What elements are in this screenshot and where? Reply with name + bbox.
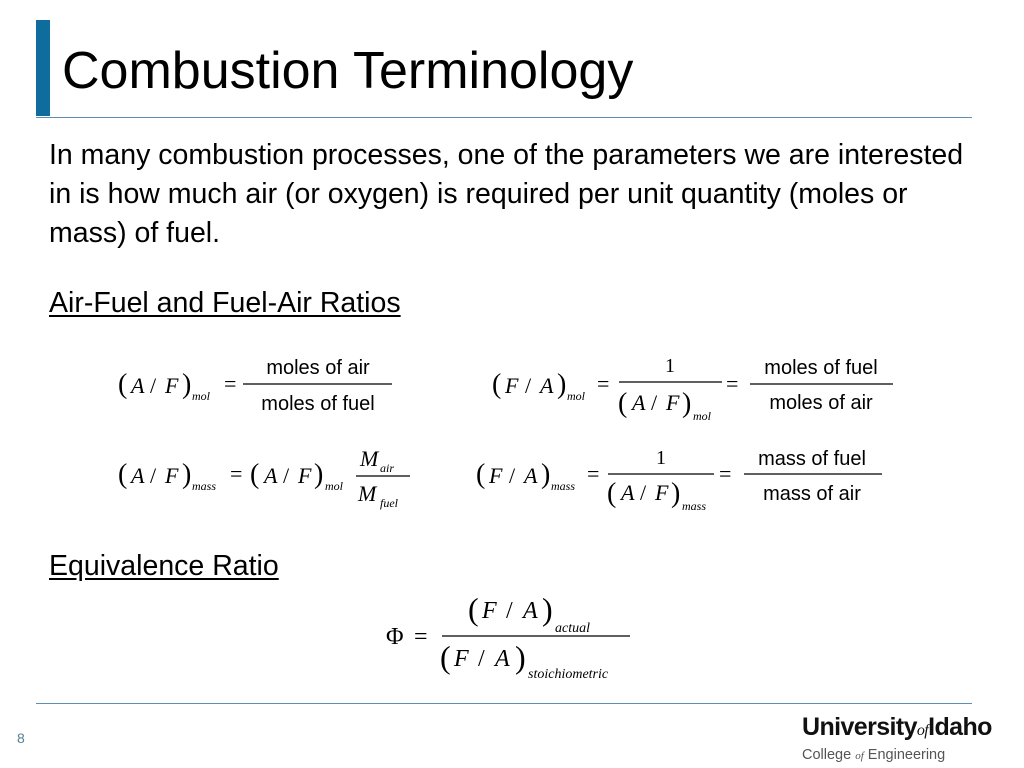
svg-text:/: / xyxy=(478,646,485,672)
svg-text:mass: mass xyxy=(192,479,217,493)
svg-text:moles of air: moles of air xyxy=(266,357,370,379)
svg-text:): ) xyxy=(182,459,192,490)
svg-text:M: M xyxy=(360,446,379,471)
svg-text:(: ( xyxy=(618,388,628,419)
svg-text:F: F xyxy=(655,480,669,505)
equation-fa-mol xyxy=(490,350,900,430)
svg-text:A: A xyxy=(524,463,538,488)
svg-text:): ) xyxy=(557,369,567,400)
svg-text:): ) xyxy=(314,459,324,490)
svg-text:A: A xyxy=(495,646,510,672)
svg-text:): ) xyxy=(542,591,553,627)
svg-text:A: A xyxy=(131,373,145,398)
svg-text:(: ( xyxy=(250,459,260,490)
slide-title: Combustion Terminology xyxy=(62,42,634,100)
svg-text:/: / xyxy=(150,463,157,488)
equivalence-heading: Equivalence Ratio xyxy=(49,550,279,582)
svg-text:=: = xyxy=(414,624,428,650)
svg-text:A: A xyxy=(540,373,554,398)
svg-text:A: A xyxy=(632,390,646,415)
svg-text:mol: mol xyxy=(567,389,585,403)
svg-text:F: F xyxy=(165,463,179,488)
svg-text:/: / xyxy=(640,480,647,505)
svg-text:F: F xyxy=(482,598,497,624)
svg-text:mass: mass xyxy=(551,479,576,493)
svg-text:F: F xyxy=(666,390,680,415)
svg-text:A: A xyxy=(131,463,145,488)
title-rule xyxy=(36,117,972,118)
svg-text:/: / xyxy=(283,463,290,488)
page-number: 8 xyxy=(17,730,25,746)
svg-text:(: ( xyxy=(476,459,486,490)
svg-text:F: F xyxy=(489,463,503,488)
svg-text:): ) xyxy=(682,388,692,419)
svg-text:=: = xyxy=(719,461,732,486)
svg-text:F: F xyxy=(505,373,519,398)
svg-text:actual: actual xyxy=(555,621,590,636)
university-of-idaho-logo: UniversityofIdaho College of Engineering xyxy=(802,713,992,763)
svg-text:mass: mass xyxy=(682,499,707,513)
svg-text:mol: mol xyxy=(192,389,210,403)
title-accent-bar xyxy=(36,20,50,116)
svg-text:/: / xyxy=(525,373,532,398)
svg-text:1: 1 xyxy=(665,355,675,377)
svg-text:): ) xyxy=(671,478,681,509)
svg-text:stoichiometric: stoichiometric xyxy=(528,667,609,682)
svg-text:A: A xyxy=(621,480,635,505)
svg-text:): ) xyxy=(541,459,551,490)
equation-phi xyxy=(384,588,644,688)
ratios-heading: Air-Fuel and Fuel-Air Ratios xyxy=(49,287,401,319)
svg-text:): ) xyxy=(182,369,192,400)
equation-fa-mass xyxy=(474,440,894,520)
svg-text:mass of air: mass of air xyxy=(763,483,861,505)
svg-text:mol: mol xyxy=(693,409,711,423)
svg-text:=: = xyxy=(230,461,243,486)
svg-text:fuel: fuel xyxy=(380,496,398,510)
svg-text:mol: mol xyxy=(325,479,343,493)
svg-text:/: / xyxy=(509,463,516,488)
svg-text:=: = xyxy=(726,371,739,396)
svg-text:=: = xyxy=(587,461,600,486)
svg-text:A: A xyxy=(523,598,538,624)
svg-text:moles of fuel: moles of fuel xyxy=(764,357,878,379)
svg-text:(: ( xyxy=(607,478,617,509)
svg-text:(: ( xyxy=(440,639,451,675)
svg-text:F: F xyxy=(165,373,179,398)
svg-text:/: / xyxy=(651,390,658,415)
af-mol-lhs xyxy=(118,369,211,403)
svg-text:): ) xyxy=(515,639,526,675)
svg-text:mass of fuel: mass of fuel xyxy=(758,448,866,470)
intro-paragraph: In many combustion processes, one of the parameters we are interested in is how much air (or oxygen) is required per unit quantity (moles or mass) of fuel. xyxy=(49,139,964,249)
svg-text:F: F xyxy=(454,646,469,672)
svg-text:(: ( xyxy=(492,369,502,400)
svg-text:(: ( xyxy=(118,369,128,400)
svg-text:=: = xyxy=(224,371,237,396)
svg-text:(: ( xyxy=(468,591,479,627)
svg-text:moles of fuel: moles of fuel xyxy=(261,393,375,415)
svg-text:(: ( xyxy=(118,459,128,490)
svg-text:1: 1 xyxy=(656,447,666,469)
svg-text:air: air xyxy=(380,461,395,475)
svg-text:M: M xyxy=(358,481,377,506)
svg-text:moles of air: moles of air xyxy=(769,392,873,414)
svg-text:A: A xyxy=(264,463,278,488)
svg-text:/: / xyxy=(150,373,157,398)
svg-text:=: = xyxy=(597,371,610,396)
svg-text:F: F xyxy=(298,463,312,488)
footer-rule xyxy=(36,703,972,704)
equation-af-mol xyxy=(116,350,406,420)
equation-af-mass xyxy=(116,440,416,520)
svg-text:Φ: Φ xyxy=(386,624,404,650)
svg-text:/: / xyxy=(506,598,513,624)
